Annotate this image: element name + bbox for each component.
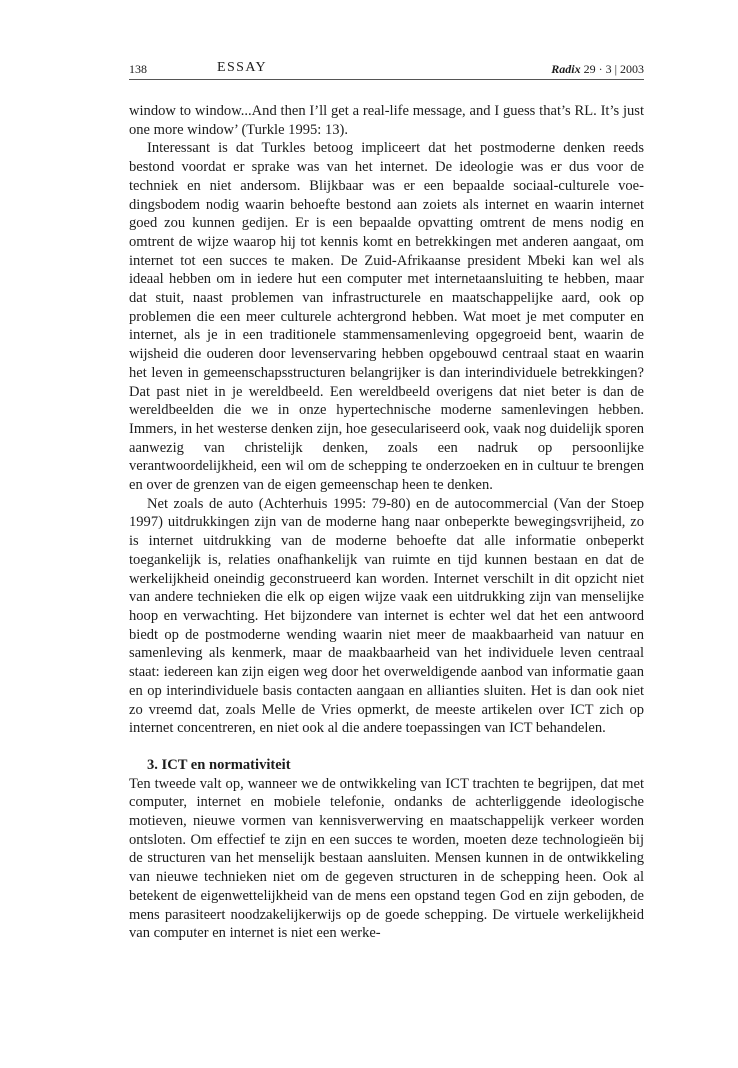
paragraph: Net zoals de auto (Achterhuis 1995: 79-80) en de autocommercial (Van der Stoep 1997) uitdrukkingen zijn van de moderne hang naar onbeperkte bewegingsvrijheid, zo is internet uitdrukking van de moderne behoefte dat alle informatie onbeperkt toegankelijk is, relaties onafhankelijk van ruimte en tijd kunnen bestaan en dat de werkelijkheid oneindig geconstrueerd kan worden. Internet verschilt in dit opzicht niet van andere technieken die elk op eigen wijze vaak een uitdrukking zijn van menselijke hoop en verwachting. Het bijzondere van internet is echter wel dat het een antwoord biedt op de postmoderne wending waarin niet meer de maakbaarheid van natuur en samenleving als kenmerk, maar de maakbaarheid van het individuele leven centraal staat: iedereen kan zijn eigen weg door het overweldigende aanbod van informatie gaan en op interindividuele basis contacten aangaan en allianties sluiten. Het is dan ook niet zo vreemd dat, zoals Melle de Vries opmerkt, de meeste artikelen over ICT zich op internet concentreren, en niet ook al die andere toepassingen van ICT behandelen. (129, 495, 644, 737)
paragraph: Ten tweede valt op, wanneer we de ontwikkeling van ICT trachten te begrijpen, dat met computer, internet en mobiele telefonie, ondanks de achterliggende ideologische motieven, nieuwe vormen van kennisverwerving en maatschappelijk verkeer worden ontsloten. Om effectief te zijn en een succes te worden, moeten deze technologieën bij de structuren van het menselijk bestaan aansluiten. Mensen kunnen in de ontwikkeling van nieuwe technieken niet om de gegeven structuren in de schepping heen. Ook al betekent de eigenwettelijkheid van de mens een opstand tegen God en zijn geboden, de mens parasiteert noodzakelijkerwijs op de goede schepping. De virtuele werkelijkheid van computer en internet is niet een werke- (129, 775, 644, 942)
page-number: 138 (129, 62, 147, 76)
section-heading: 3. ICT en normativiteit (147, 756, 291, 773)
journal-issue: 29 · 3 | 2003 (583, 62, 644, 76)
section-label: ESSAY (217, 60, 268, 75)
journal-info (551, 62, 644, 77)
journal-name: Radix (551, 62, 581, 76)
article-body (129, 102, 644, 943)
running-header (129, 59, 644, 80)
paragraph-continuation: window to window...And then I’ll get a real-life message, and I guess that’s RL. It’s just one more window’ (Turkle 1995: 13). (129, 103, 644, 138)
paragraph: Interessant is dat Turkles betoog impliceert dat het postmoderne denken reeds bestond voordat er sprake was van het internet. De ideologie was er dus voor de techniek en niet andersom. Blijkbaar was er een bepaalde sociaal-culturele voedingsbodem nodig waarin behoefte bestond aan zoiets als internet en waarin internet goed zou kunnen gedijen. Er is een bepaalde opvatting omtrent de mens nodig en omtrent de wijze waarop hij tot kennis komt en betrekkingen met anderen aangaat, om internet tot een succes te maken. De Zuid-Afrikaanse president Mbeki kan wel als ideaal hebben om in iedere hut een computer met internetaansluiting te hebben, maar dat stuit, naast problemen van infrastructurele en maatschappelijke aard, ook op problemen die een meer culturele achtergrond hebben. Wat moet je met computer en internet, als je in een traditionele stammensamenleving opgegroeid bent, waarin de wijsheid die ouderen door levenservaring hebben opgebouwd centraal staat en waarin het leven in gemeenschapsstructuren belangrijker is dan interindividuele betrekkingen? Dat past niet in je wereldbeeld. Een wereldbeeld overigens dat niet beter is dan de wereldbeelden die we in onze hypertechnische moderne samenlevingen hebben. Immers, in het westerse denken zijn, hoe geseculariseerd ook, vaak nog duidelijk sporen aanwezig van christelijk denken, zoals een nadruk op persoonlijke verantwoordelijkheid, een wil om de schepping te onderzoeken en in cultuur te brengen en over de grenzen van de eigen gemeenschap heen te denken. (129, 140, 644, 494)
